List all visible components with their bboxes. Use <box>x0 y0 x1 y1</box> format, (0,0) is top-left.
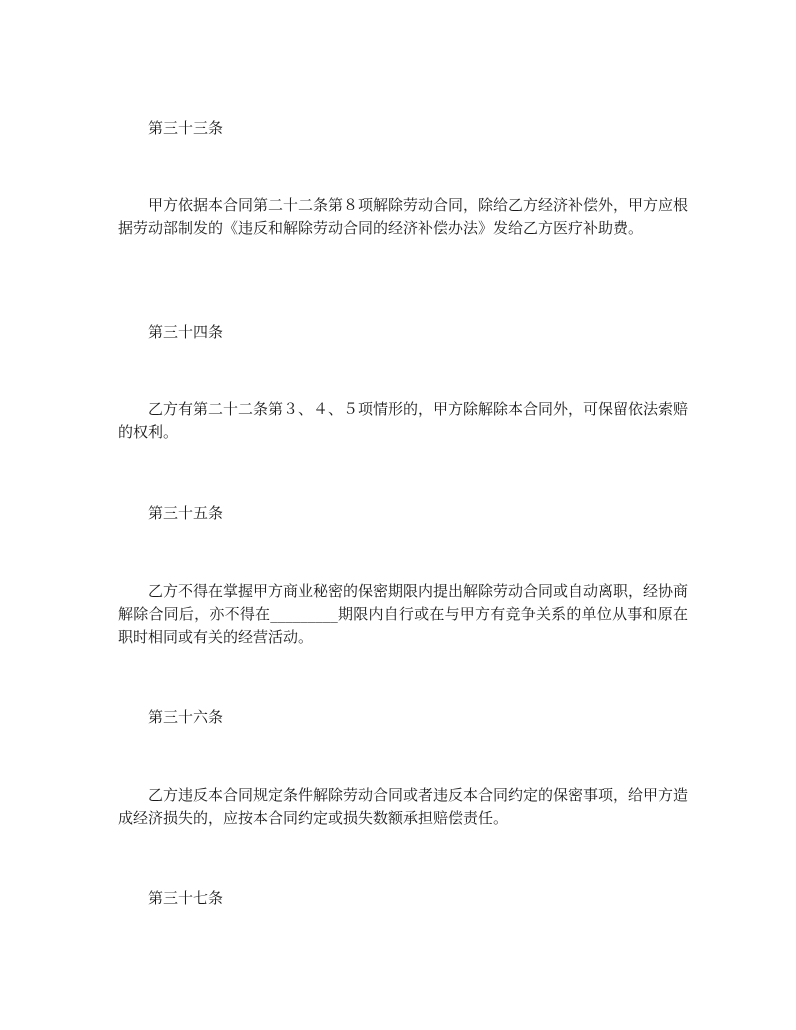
article-36-heading: 第三十六条 <box>148 708 224 726</box>
article-33-body: 甲方依据本合同第二十二条第８项解除劳动合同，除给乙方经济补偿外，甲方应根据劳动部制发的《违反和解除劳动合同的经济补偿办法》发给乙方医疗补助费。 <box>118 196 689 237</box>
article-33-heading: 第三十三条 <box>148 119 224 137</box>
article-35-body: 乙方不得在掌握甲方商业秘密的保密期限内提出解除劳动合同或自动离职，经协商解除合同后，亦不得在_________期限内自行或在与甲方有竞争关系的单位从事和原在职时相同或有关的经营活动。 <box>118 582 689 646</box>
article-34-body: 乙方有第二十二条第３、４、５项情形的，甲方除解除本合同外，可保留依法索赔的权利。 <box>118 400 689 441</box>
article-35-heading: 第三十五条 <box>148 504 224 522</box>
article-37-heading: 第三十七条 <box>148 889 224 907</box>
article-36-body: 乙方违反本合同规定条件解除劳动合同或者违反本合同约定的保密事项，给甲方造成经济损失的，应按本合同约定或损失数额承担赔偿责任。 <box>118 786 689 827</box>
article-34-heading: 第三十四条 <box>148 323 224 341</box>
